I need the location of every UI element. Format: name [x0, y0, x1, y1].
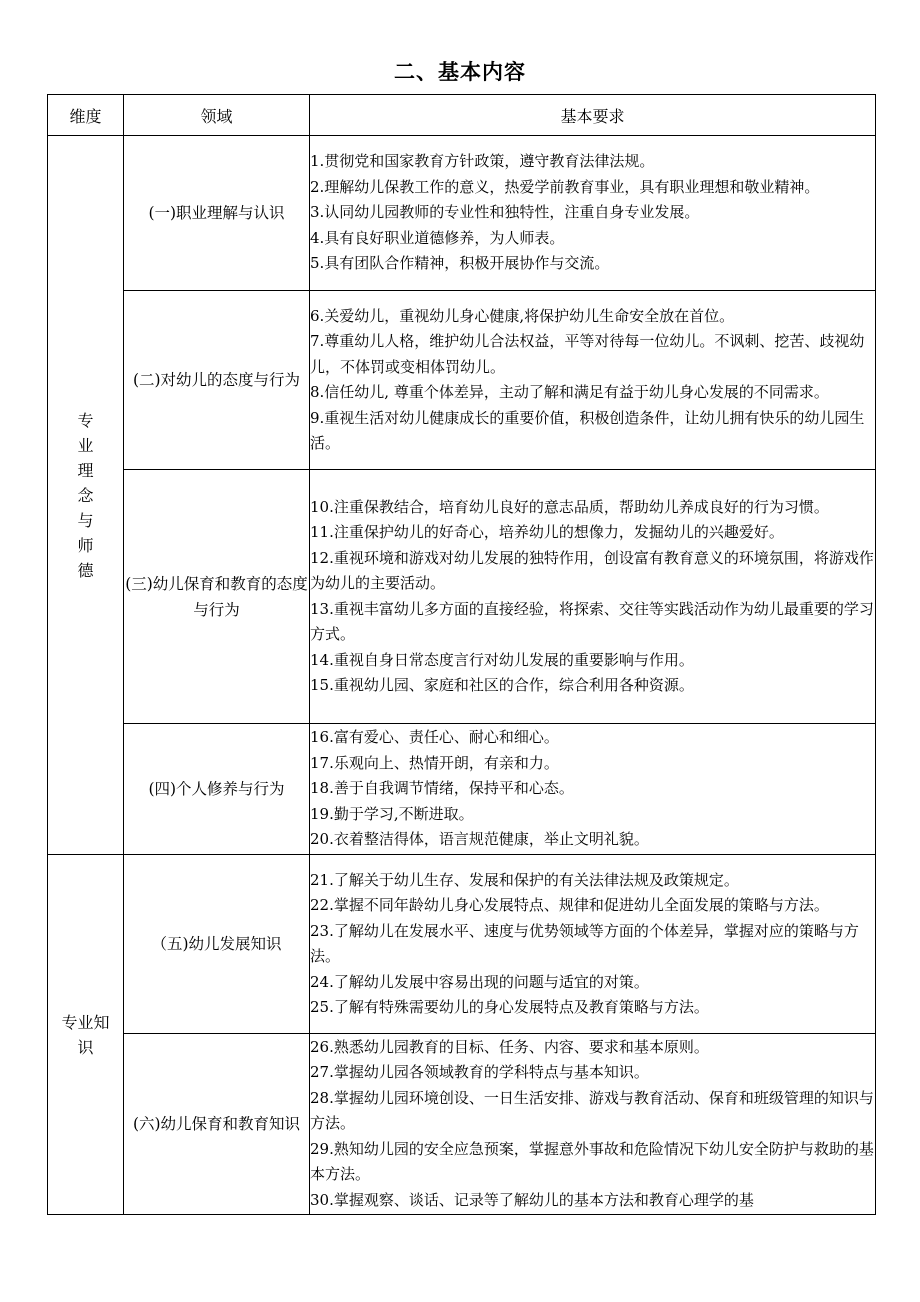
requirement-item: 5.具有团队合作精神，积极开展协作与交流。 — [310, 254, 610, 273]
requirement-item: 16.富有爱心、责任心、耐心和细心。 — [310, 728, 559, 747]
requirements-cell — [310, 724, 876, 855]
requirement-item: 24.了解幼儿发展中容易出现的问题与适宜的对策。 — [310, 972, 649, 991]
header-domain: 领域 — [124, 95, 310, 136]
requirement-item: 11.注重保护幼儿的好奇心，培养幼儿的想像力，发掘幼儿的兴趣爱好。 — [310, 523, 784, 541]
domain-cell: (三)幼儿保育和教育的态度与行为 — [124, 470, 310, 724]
requirement-item: 21.了解关于幼儿生存、发展和保护的有关法律法规及政策规定。 — [310, 870, 739, 889]
requirements-cell — [310, 855, 876, 1034]
requirements-cell — [310, 470, 876, 724]
requirement-item: 25.了解有特殊需要幼儿的身心发展特点及教育策略与方法。 — [310, 998, 709, 1016]
domain-cell: （五)幼儿发展知识 — [124, 855, 310, 1034]
requirement-item: 17.乐观向上、热情开朗，有亲和力。 — [310, 753, 559, 772]
content-table — [47, 94, 876, 1215]
table-row — [48, 291, 876, 470]
requirement-item: 22.掌握不同年龄幼儿身心发展特点、规律和促进幼儿全面发展的策略与方法。 — [310, 896, 829, 914]
dimension-label: 专业理念与师德 — [77, 410, 94, 580]
requirement-item: 23.了解幼儿在发展水平、速度与优势领域等方面的个体差异，掌握对应的策略与方法。 — [310, 921, 859, 965]
domain-cell: (一)职业理解与认识 — [124, 136, 310, 291]
requirement-item: 4.具有良好职业道德修养，为人师表。 — [310, 228, 565, 247]
requirement-item: 20.衣着整洁得体，语言规范健康，举止文明礼貌。 — [310, 830, 649, 849]
requirement-item: 13.重视丰富幼儿多方面的直接经验，将探索、交往等实践活动作为幼儿最重要的学习方式。 — [310, 599, 874, 643]
requirement-item: 30.掌握观察、谈话、记录等了解幼儿的基本方法和教育心理学的基 — [310, 1190, 754, 1209]
table-row — [48, 724, 876, 855]
requirement-item: 14.重视自身日常态度言行对幼儿发展的重要影响与作用。 — [310, 650, 694, 669]
requirements-cell — [310, 1034, 876, 1215]
requirement-item: 26.熟悉幼儿园教育的目标、任务、内容、要求和基本原则。 — [310, 1037, 709, 1056]
requirement-item: 9.重视生活对幼儿健康成长的重要价值，积极创造条件，让幼儿拥有快乐的幼儿园生活。 — [310, 408, 865, 452]
domain-cell: (六)幼儿保育和教育知识 — [124, 1034, 310, 1215]
requirement-item: 15.重视幼儿园、家庭和社区的合作，综合利用各种资源。 — [310, 676, 694, 694]
header-requirements: 基本要求 — [310, 95, 876, 136]
header-row — [48, 95, 876, 136]
requirement-item: 28.掌握幼儿园环境创设、一日生活安排、游戏与教育活动、保育和班级管理的知识与方法。 — [310, 1088, 874, 1133]
requirement-item: 8.信任幼儿, 尊重个体差异，主动了解和满足有益于幼儿身心发展的不同需求。 — [310, 383, 829, 401]
dimension-label: 专业知识 — [61, 1012, 110, 1057]
requirement-item: 3.认同幼儿园教师的专业性和独特性，注重自身专业发展。 — [310, 203, 700, 222]
requirements-cell — [310, 291, 876, 470]
requirement-item: 6.关爱幼儿，重视幼儿身心健康,将保护幼儿生命安全放在首位。 — [310, 306, 735, 325]
requirement-item: 27.掌握幼儿园各领域教育的学科特点与基本知识。 — [310, 1063, 649, 1082]
requirement-item: 10.注重保教结合，培育幼儿良好的意志品质，帮助幼儿养成良好的行为习惯。 — [310, 497, 829, 516]
requirements-cell — [310, 136, 876, 291]
dimension-cell — [48, 136, 124, 855]
requirement-item: 12.重视环境和游戏对幼儿发展的独特作用，创设富有教育意义的环境氛围，将游戏作为幼儿的主要活动。 — [310, 548, 874, 592]
table-row — [48, 855, 876, 1034]
requirement-item: 2.理解幼儿保教工作的意义，热爱学前教育事业，具有职业理想和敬业精神。 — [310, 177, 820, 196]
header-dimension: 维度 — [48, 95, 124, 136]
table-row — [48, 1034, 876, 1215]
domain-cell: (四)个人修养与行为 — [124, 724, 310, 855]
requirement-item: 7.尊重幼儿人格，维护幼儿合法权益，平等对待每一位幼儿。不讽刺、挖苦、歧视幼儿，不体罚或变相体罚幼儿。 — [310, 332, 865, 376]
requirement-item: 18.善于自我调节情绪，保持平和心态。 — [310, 779, 574, 798]
page-title: 二、基本内容 — [394, 60, 526, 84]
requirement-item: 19.勤于学习,不断进取。 — [310, 804, 474, 823]
requirement-item: 29.熟知幼儿园的安全应急预案，掌握意外事故和危险情况下幼儿安全防护与救助的基本方法。 — [310, 1139, 874, 1184]
domain-cell: (二)对幼儿的态度与行为 — [124, 291, 310, 470]
requirement-item: 1.贯彻党和国家教育方针政策，遵守教育法律法规。 — [310, 152, 655, 171]
dimension-cell — [48, 855, 124, 1215]
table-row — [48, 136, 876, 291]
table-row — [48, 470, 876, 724]
